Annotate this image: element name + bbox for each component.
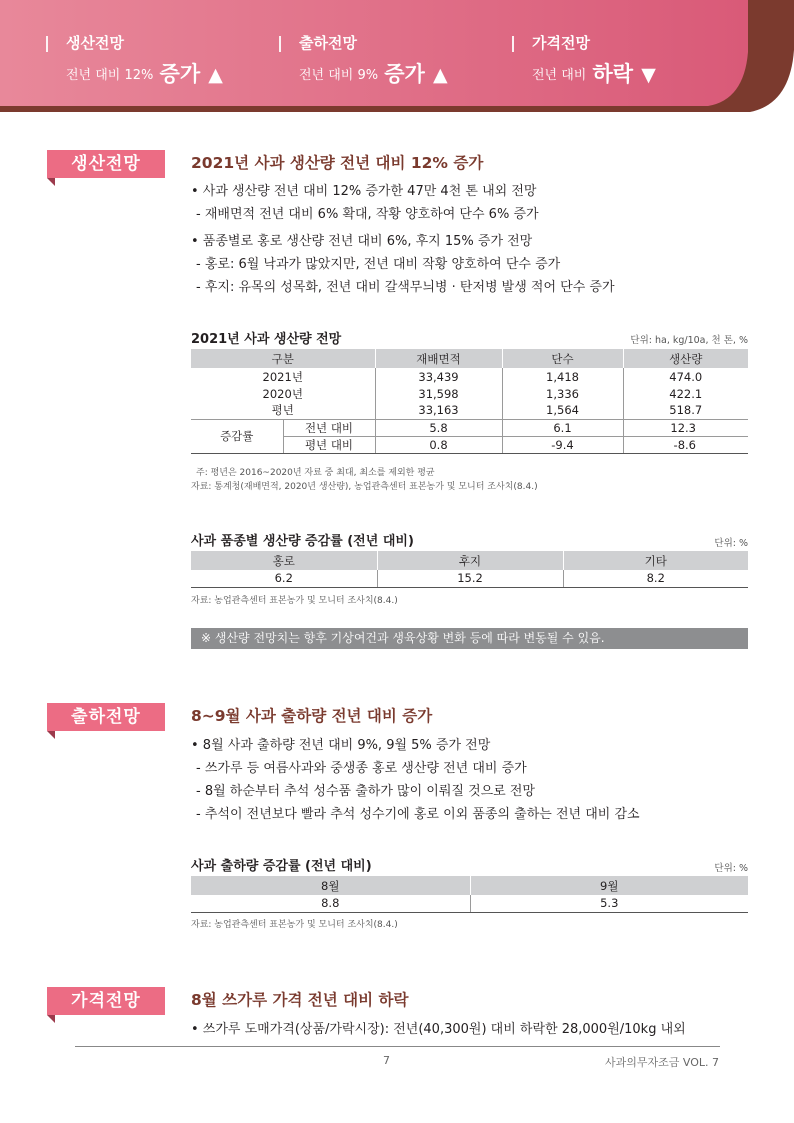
table-cell: 1,418 bbox=[502, 368, 623, 385]
table-cell: 6.2 bbox=[191, 570, 377, 587]
bullet-line: • 8월 사과 출하량 전년 대비 9%, 9월 5% 증가 전망 bbox=[191, 738, 491, 753]
down-arrow-icon: ▼ bbox=[641, 64, 656, 86]
up-arrow-icon: ▲ bbox=[432, 64, 448, 86]
sub-line: - 쓰가루 등 여름사과와 중생종 홍로 생산량 전년 대비 증가 bbox=[196, 761, 527, 776]
sub-line: - 후지: 유목의 성목화, 전년 대비 갈색무늬병 · 탄저병 발생 적어 단수 증가 bbox=[196, 280, 615, 295]
table-header: 홍로 bbox=[191, 551, 377, 570]
header-item-value bbox=[66, 58, 223, 88]
table-header: 9월 bbox=[470, 876, 748, 895]
table-row bbox=[191, 419, 748, 436]
table-header-row bbox=[191, 349, 748, 368]
table-title: 2021년 사과 생산량 전망 bbox=[191, 332, 342, 347]
bullet-line: • 품종별로 홍로 생산량 전년 대비 6%, 후지 15% 증가 전망 bbox=[191, 234, 533, 249]
table-cell: 0.8 bbox=[375, 436, 502, 453]
header-item-title: 가격전망 bbox=[532, 34, 590, 52]
table-source: 자료: 농업관측센터 표본농가 및 모니터 조사치(8.4.) bbox=[191, 920, 398, 930]
table-cell: 33,439 bbox=[375, 368, 502, 385]
table-title: 사과 출하량 증감률 (전년 대비) bbox=[191, 859, 372, 874]
table-row bbox=[191, 368, 748, 385]
header-divider bbox=[512, 36, 514, 52]
table-cell: 422.1 bbox=[623, 385, 748, 402]
table-cell: 전년 대비 bbox=[283, 419, 375, 436]
table-cell: 6.1 bbox=[502, 419, 623, 436]
bullet-line: • 쓰가루 도매가격(상품/가락시장): 전년(40,300원) 대비 하락한 28,000원/10kg 내외 bbox=[191, 1022, 686, 1037]
table-header: 구분 bbox=[191, 349, 375, 368]
table-unit: 단위: % bbox=[714, 863, 748, 874]
table-header: 기타 bbox=[563, 551, 748, 570]
table-row bbox=[191, 402, 748, 419]
header-item-trend: 하락 bbox=[592, 62, 634, 86]
shipment-rate-table bbox=[191, 876, 748, 913]
table-title: 사과 품종별 생산량 증감률 (전년 대비) bbox=[191, 534, 414, 549]
up-arrow-icon: ▲ bbox=[208, 64, 223, 86]
sub-line: - 8월 하순부터 추석 성수품 출하가 많이 이뤄질 것으로 전망 bbox=[196, 784, 535, 799]
table-header-row bbox=[191, 551, 748, 570]
table-header: 재배면적 bbox=[375, 349, 502, 368]
table-cell: 474.0 bbox=[623, 368, 748, 385]
table-cell: 33,163 bbox=[375, 402, 502, 419]
table-cell: 2021년 bbox=[262, 369, 303, 384]
table-cell: 증감률 bbox=[191, 419, 283, 453]
table-header: 생산량 bbox=[623, 349, 748, 368]
table-header-row bbox=[191, 876, 748, 895]
table-note: 주: 평년은 2016~2020년 자료 중 최대, 최소를 제외한 평균 bbox=[196, 468, 435, 478]
table-source: 자료: 농업관측센터 표본농가 및 모니터 조사치(8.4.) bbox=[191, 596, 398, 606]
sub-line: - 재배면적 전년 대비 6% 확대, 작황 양호하여 단수 6% 증가 bbox=[196, 207, 539, 222]
table-cell: 5.3 bbox=[470, 895, 748, 912]
variety-production-table bbox=[191, 551, 748, 588]
table-cell: 1,336 bbox=[502, 385, 623, 402]
header-divider bbox=[279, 36, 281, 52]
table-cell: -8.6 bbox=[623, 436, 748, 453]
table-cell: 31,598 bbox=[375, 385, 502, 402]
section-tag-production: 생산전망 bbox=[47, 150, 165, 178]
header-item-value bbox=[299, 58, 448, 88]
table-cell: 평년 대비 bbox=[283, 436, 375, 453]
sub-line: - 홍로: 6월 낙과가 많았지만, 전년 대비 작황 양호하여 단수 증가 bbox=[196, 257, 561, 272]
table-cell: 2020년 bbox=[262, 386, 303, 401]
table-cell: 518.7 bbox=[623, 402, 748, 419]
publication-name: 사과의무자조금 VOL. 7 bbox=[605, 1056, 719, 1069]
header-banner bbox=[0, 0, 794, 124]
header-item-prefix: 전년 대비 bbox=[532, 68, 587, 83]
header-item-prefix: 전년 대비 12% bbox=[66, 68, 154, 83]
section-tag-price: 가격전망 bbox=[47, 987, 165, 1015]
section-title-price: 8월 쓰가루 가격 전년 대비 하락 bbox=[191, 991, 409, 1009]
table-cell: 1,564 bbox=[502, 402, 623, 419]
table-header: 8월 bbox=[191, 876, 470, 895]
table-cell: 평년 bbox=[271, 403, 294, 418]
table-cell: 5.8 bbox=[375, 419, 502, 436]
header-item-title: 생산전망 bbox=[66, 34, 124, 52]
table-row bbox=[191, 570, 748, 587]
table-header: 후지 bbox=[377, 551, 563, 570]
bullet-line: • 사과 생산량 전년 대비 12% 증가한 47만 4천 톤 내외 전망 bbox=[191, 184, 537, 199]
table-unit: 단위: % bbox=[714, 538, 748, 549]
table-cell: 8.8 bbox=[191, 895, 470, 912]
section-tag-shipment: 출하전망 bbox=[47, 703, 165, 731]
table-cell: 15.2 bbox=[377, 570, 563, 587]
header-item-prefix: 전년 대비 9% bbox=[299, 68, 379, 83]
table-row bbox=[191, 895, 748, 912]
table-row bbox=[191, 385, 748, 402]
section-title-shipment: 8~9월 사과 출하량 전년 대비 증가 bbox=[191, 707, 433, 725]
table-cell: 8.2 bbox=[563, 570, 748, 587]
header-divider bbox=[46, 36, 48, 52]
notice-box: ※ 생산량 전망치는 향후 기상여건과 생육상황 변화 등에 따라 변동될 수 있음. bbox=[191, 628, 748, 649]
footer-divider bbox=[75, 1046, 720, 1047]
section-title-production: 2021년 사과 생산량 전년 대비 12% 증가 bbox=[191, 154, 484, 172]
sub-line: - 추석이 전년보다 빨라 추석 성수기에 홍로 이외 품종의 출하는 전년 대비 감소 bbox=[196, 807, 640, 822]
header-item-trend: 증가 bbox=[159, 62, 201, 86]
header-item-title: 출하전망 bbox=[299, 34, 357, 52]
table-cell: -9.4 bbox=[502, 436, 623, 453]
page-number: 7 bbox=[383, 1054, 390, 1067]
header-item-trend: 증가 bbox=[384, 62, 425, 86]
table-unit: 단위: ha, kg/10a, 천 톤, % bbox=[630, 335, 748, 346]
table-header: 단수 bbox=[502, 349, 623, 368]
table-source: 자료: 통계청(재배면적, 2020년 생산량), 농업관측센터 표본농가 및 모니터 조사치(8.4.) bbox=[191, 482, 538, 492]
table-cell: 12.3 bbox=[623, 419, 748, 436]
header-item-value bbox=[532, 58, 656, 88]
production-forecast-table bbox=[191, 349, 748, 454]
